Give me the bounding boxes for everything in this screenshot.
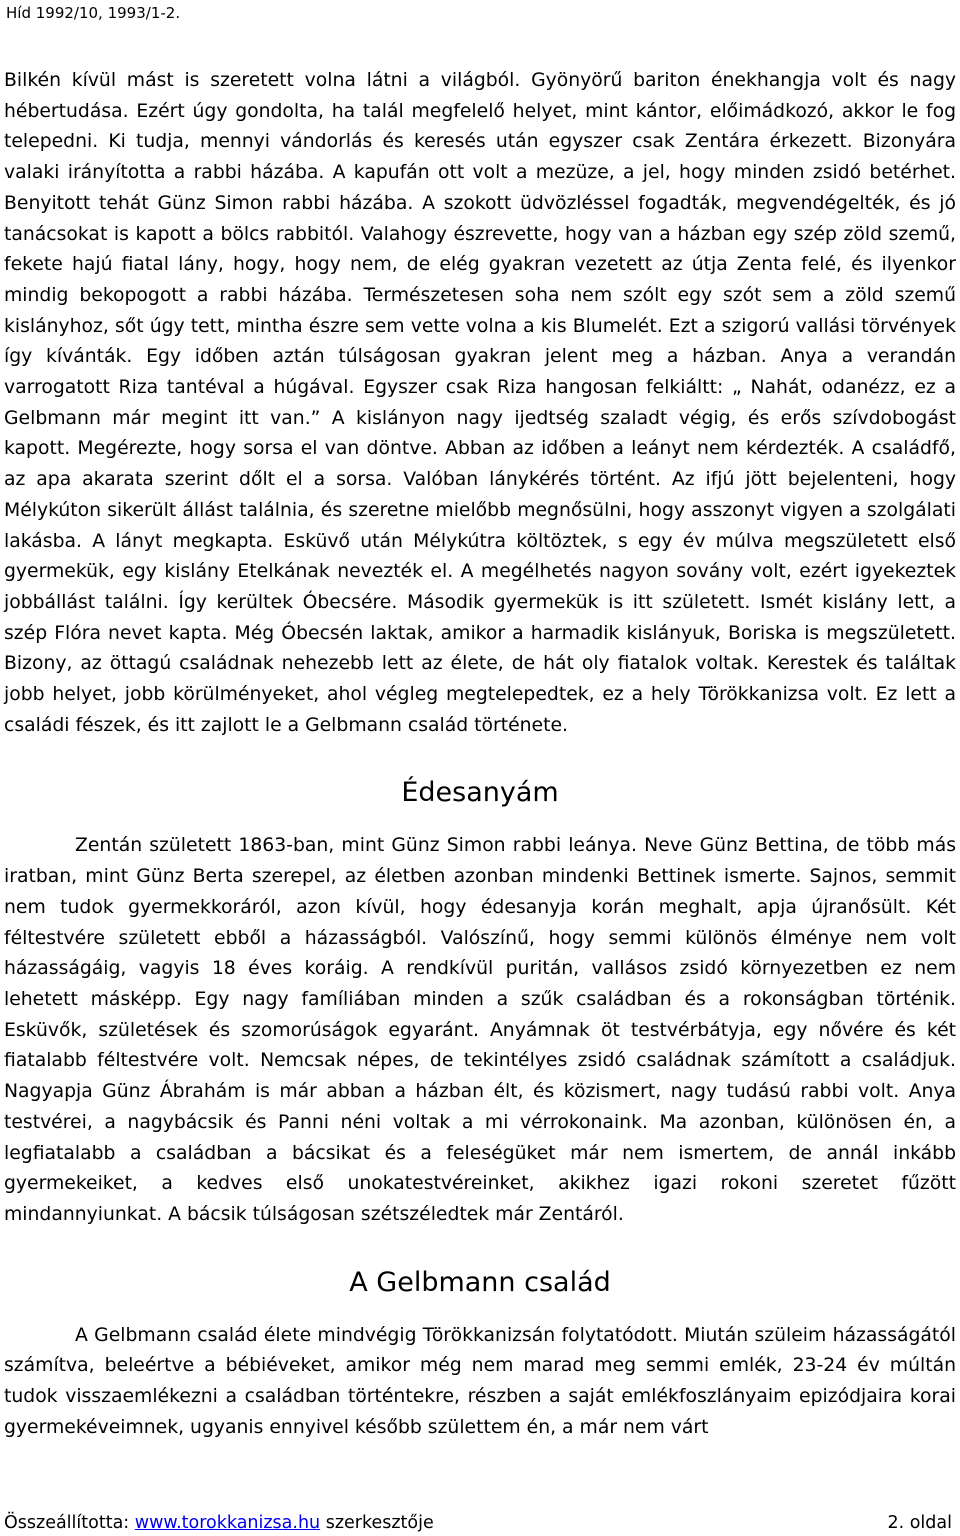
gelbmann-paragraph: A Gelbmann család élete mindvégig Törökkanizsán folytatódott. Miután szüleim házasságától számítva, beleértve a bébiéveket, amikor még nem marad meg semmi emlék, 23-24 év múltán tudok visszaemlékezni a családban történtekre, részben a saját emlékfoszlányaim epizódjaira korai gyermekéveimnek, ugyanis ennyivel később születtem én, a már nem várt [4, 1324, 956, 1438]
intro-paragraph: Bilkén kívül mást is szeretett volna látni a világból. Gyönyörű bariton énekhangja volt és nagy hébertudása. Ezért úgy gondolta, ha talál megfelelő helyet, mint kántor, előimádkozó, akkor le fog telepedni. Ki tudja, mennyi vándorlás és keresés után egyszer csak Zentára érkezett. Bizonyára valaki irányította a rabbi házába. A kapufán ott volt a mezüze, a jel, hogy minden zsidó betérhet. Benyitott tehát Günz Simon rabbi házába. A szokott üdvözléssel fogadták, megvendégelték, és jó tanácsokat is kapott a bölcs rabbitól. Valahogy észrevette, hogy van a házban egy szép zöld szemű, fekete hajú fiatal lány, hogy, hogy nem, de elég gyakran vezetett az útja Zenta felé, és ilyenkor mindig bekopogott a rabbi házába. Természetesen soha nem szólt egy szót sem a zöld szemű kislányhoz, sőt úgy tett, mintha észre sem vette volna a kis Blumelét. Ezt a szigorú vallási törvények így kívánták. Egy időben aztán túlságosan gyakran jelent meg a házban. Anya a verandán varrogatott Riza tantéval a húgával. Egyszer csak Riza hangosan felkiáltt: „ Nahát, odanézz, ez a Gelbmann már megint itt van.” A kislányon nagy ijedtség szaladt végig, és erős szívdobogást kapott. Megérezte, hogy sorsa el van döntve. Abban az időben a leányt nem kérdezték. A családfő, az apa akarata szerint dőlt el a sorsa. Valóban lánykérés történt. Az ifjú jött bejelenteni, hogy Mélykúton sikerült állást találnia, és szeretne mielőbb megnősülni, hogy asszonyt vigyen a szolgálati lakásba. A lányt megkapta. Esküvő után Mélykútra költöztek, s egy év múlva megszületett első gyermekük, egy kislány Etelkának nevezték el. A megélhetés nagyon sovány volt, ezért igyekeztek jobbállást találni. Így kerültek Óbecsére. Második gyermekük is itt született. Ismét kislány lett, a szép Flóra nevet kapta. Még Óbecsén laktak, amikor a harmadik kislányuk, Boriska is megszületett. Bizony, az öttagú családnak nehezebb lett az élete, de hát oly fiatalok voltak. Kerestek és találtak jobb helyet, jobb körülményeket, ahol végleg megtelepedtek, ez a hely Törökkanizsa volt. Ez lett a családi fészek, és itt zajlott le a Gelbmann család története. [4, 70, 956, 736]
section-heading-gelbmann: A Gelbmann család [349, 1266, 611, 1298]
page-number: 2. oldal [887, 1513, 952, 1533]
section-heading-edesanyam: Édesanyám [401, 777, 559, 809]
footer-website-link[interactable]: www.torokkanizsa.hu [134, 1513, 321, 1533]
document-body [4, 66, 956, 1443]
running-header: Híd 1992/10, 1993/1-2. [6, 4, 181, 22]
page-footer [4, 1512, 952, 1534]
footer-compiled-by: Összeállította: [4, 1513, 135, 1533]
edesanyam-paragraph: Zentán született 1863-ban, mint Günz Simon rabbi leánya. Neve Günz Bettina, de több más iratban, mint Günz Berta szerepel, az életben azonban mindenki Bettinek ismerte. Sajnos, semmit nem tudok gyermekkoráról, azon kívül, hogy édesanyja korán meghalt, apja újranősült. Két féltestvére született ebből a házasságból. Valószínű, hogy semmi különös élménye nem volt házasságáig, vagyis 18 éves koráig. A rendkívül puritán, vallásos zsidó környezetben ez nem lehetett másképp. Egy nagy famíliában minden a szűk családban és a rokonságban történik. Esküvők, születések és szomorúságok egyaránt. Anyámnak öt testvérbátyja, egy nővére és két fiatalabb féltestvére volt. Nemcsak népes, de tekintélyes zsidó családnak számított a családjuk. Nagyapja Günz Ábrahám is már abban a házban élt, és közismert, nagy tudású rabbi volt. Anya testvérei, a nagybácsik és Panni néni voltak a mi vérrokonaink. Ma azonban, különösen én, a legfiatalabb a családban a bácsikat és a feleségüket már nem ismertem, de annál inkább gyermekeiket, a kedves első unokatestvéreinket, akikhez igazi rokoni szeretet fűzött mindannyiunkat. A bácsik túlságosan szétszéledtek már Zentáról. [4, 835, 956, 1225]
footer-editor: szerkesztője [320, 1513, 434, 1533]
